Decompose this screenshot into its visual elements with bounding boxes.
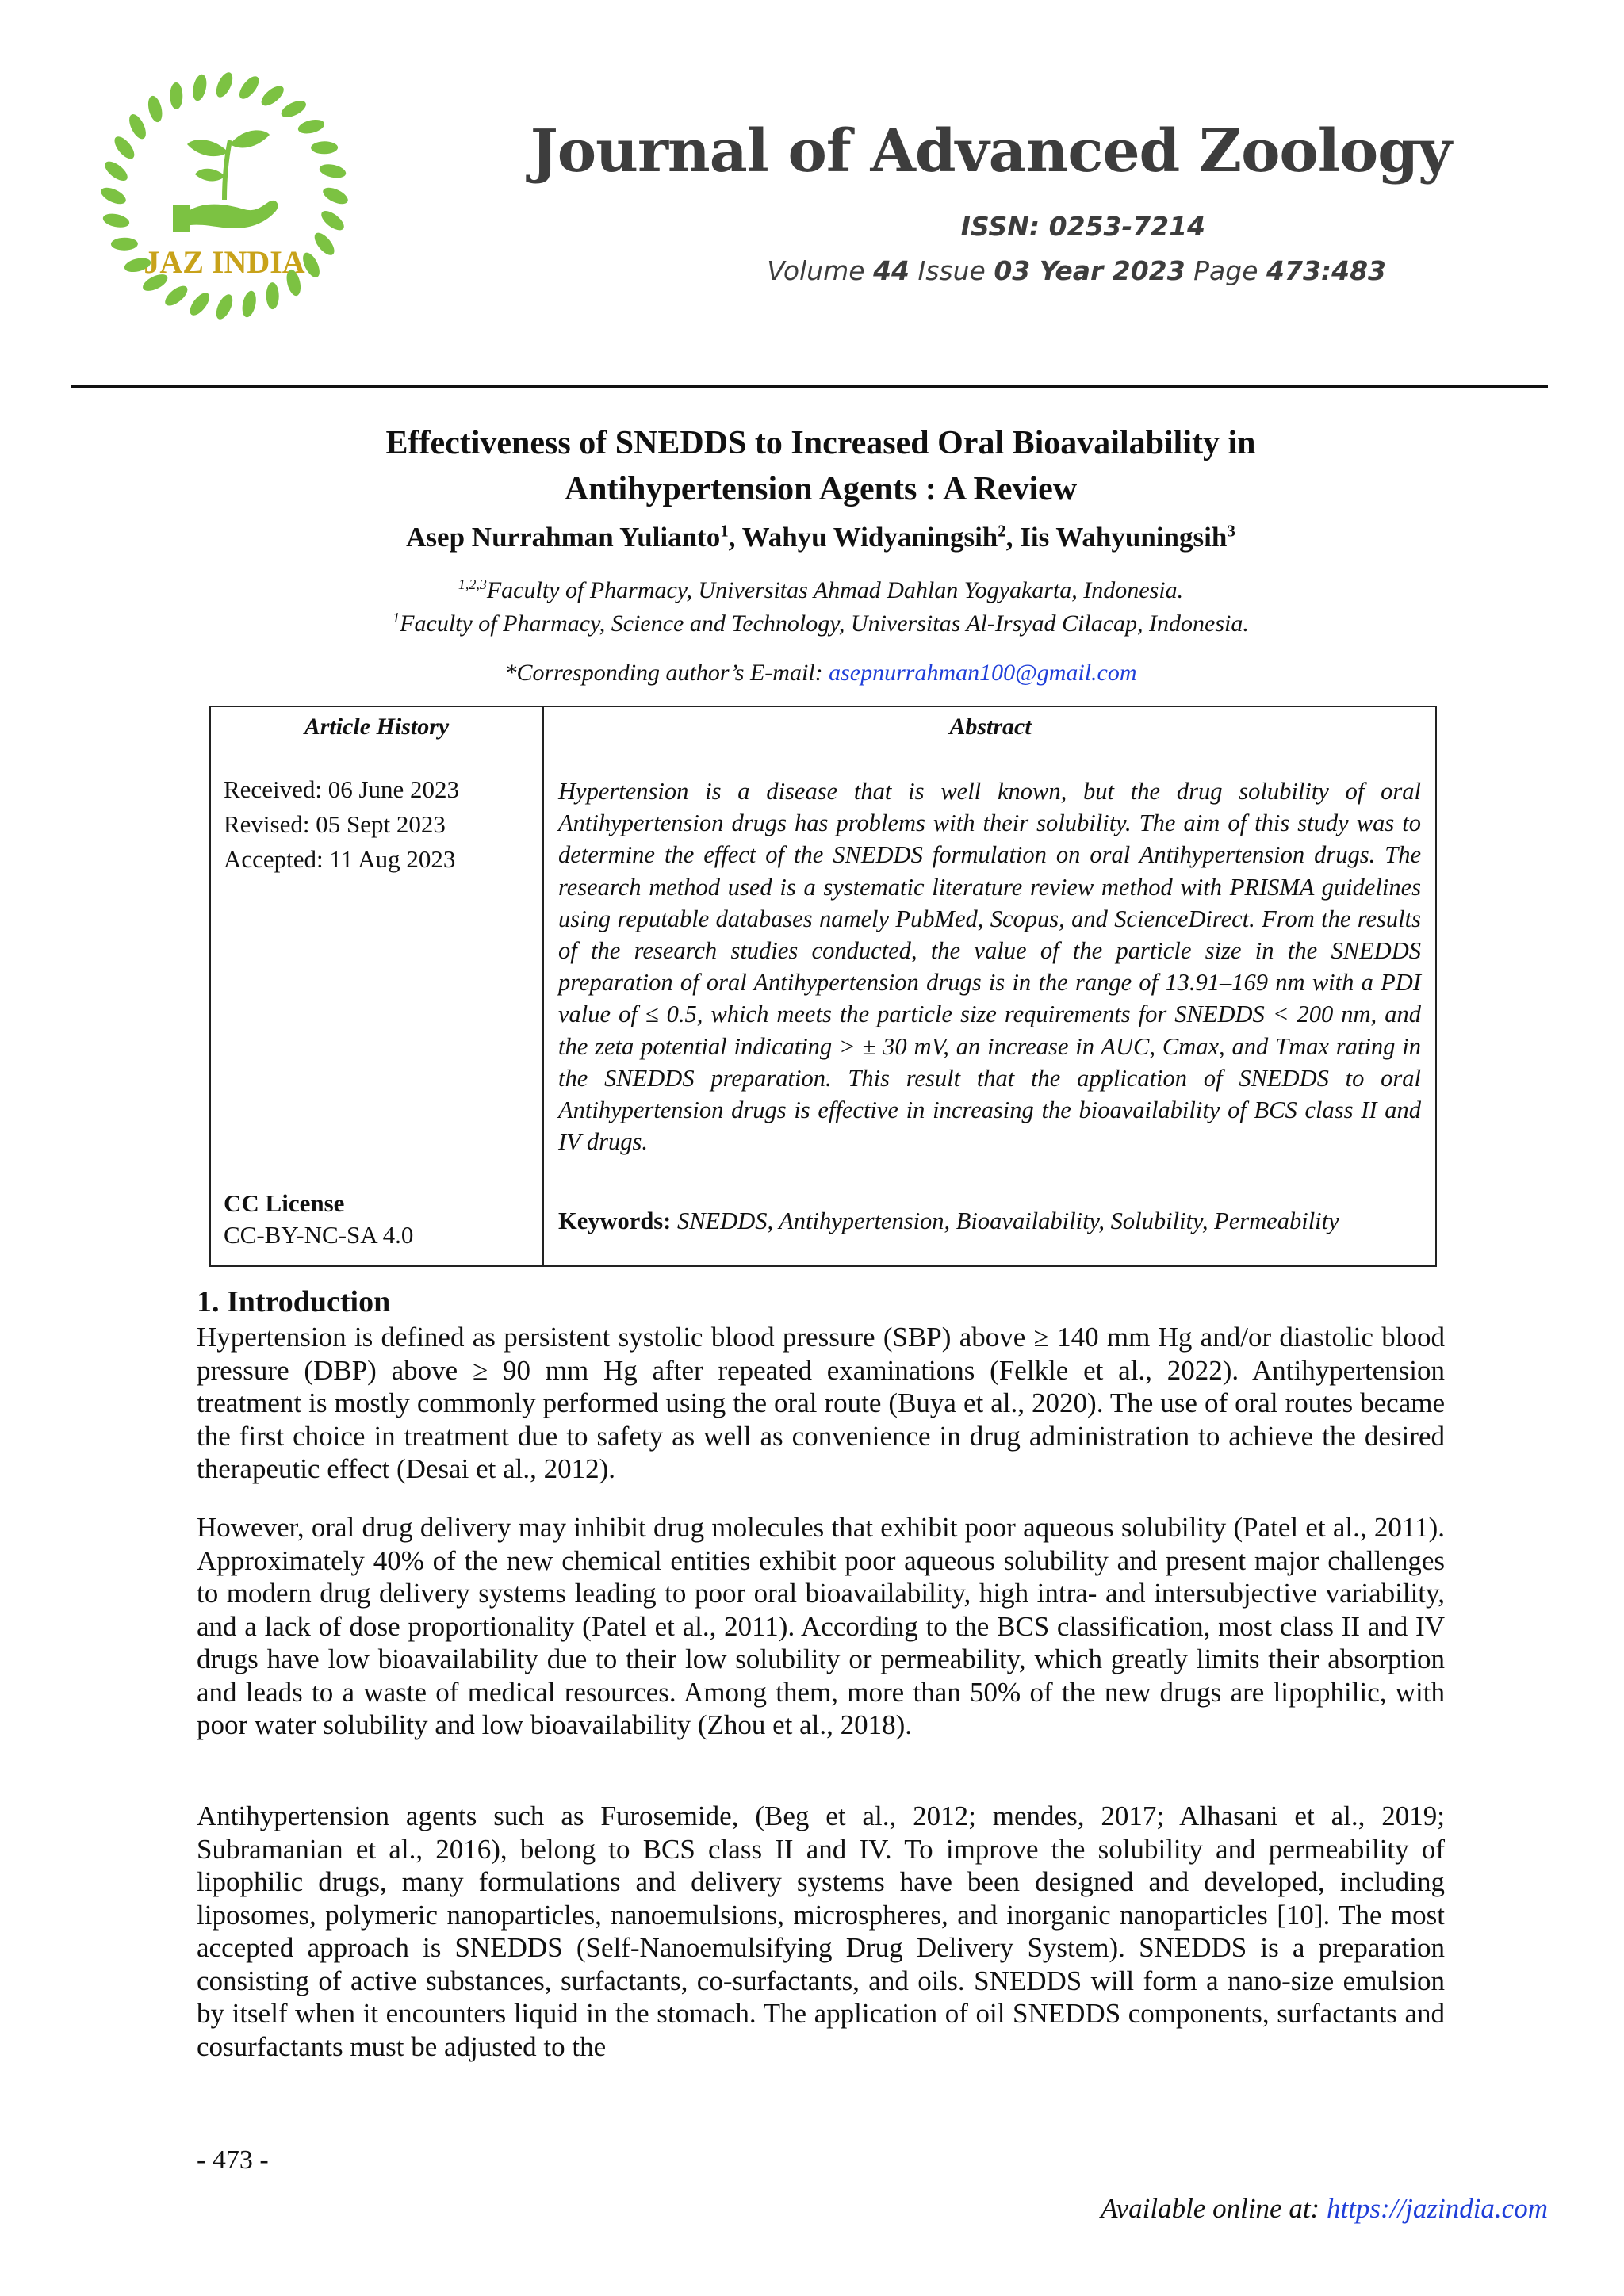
received-date: Received: 06 June 2023 xyxy=(224,775,460,803)
body-paragraph: Antihypertension agents such as Furosemide, (Beg et al., 2012; mendes, 2017; Alhasani et al., 2019; Subramanian et al., 2016), belong to BCS class II and IV. To improve the solubility and permeability of lipophilic drugs, many formulations and delivery systems have been designed and developed, including liposomes, polymeric nanoparticles, nanoemulsions, microspheres, and inorganic nanoparticles [10]. The most accepted approach is SNEDDS (Self-Nanoemulsifying Drug Delivery System). SNEDDS is a preparation consisting of active substances, surfactants, co-surfactants, and oils. SNEDDS will form a nano-size emulsion by itself when it encounters liquid in the stomach. The application of oil SNEDDS components, surfactants and cosurfactants must be adjusted to the xyxy=(197,1800,1445,2062)
wreath-leaf-icon xyxy=(266,282,278,309)
wreath-leaf-icon xyxy=(213,70,236,100)
header-divider xyxy=(71,385,1548,388)
article-history-heading: Article History xyxy=(304,714,450,740)
wreath-leaf-icon xyxy=(258,82,286,109)
page-range: 473:483 xyxy=(1266,255,1386,286)
corresponding-author xyxy=(159,660,1483,687)
author-name: Wahyu Widyaningsih xyxy=(741,522,998,553)
wreath-leaf-icon xyxy=(213,292,236,322)
author-separator: , xyxy=(728,522,742,553)
wreath-leaf-icon xyxy=(170,82,182,109)
keywords-list: SNEDDS, Antihypertension, Bioavailability, Solubility, Permeability xyxy=(676,1207,1339,1234)
wreath-leaf-icon xyxy=(162,282,190,309)
wreath-leaf-icon xyxy=(98,185,128,208)
author-sup: 2 xyxy=(998,521,1006,541)
author-name: Iis Wahyuningsih xyxy=(1020,522,1228,553)
wreath-leaf-icon xyxy=(240,289,259,319)
author-sup: 3 xyxy=(1227,521,1235,541)
body-paragraph: Hypertension is defined as persistent systolic blood pressure (SBP) above ≥ 140 mm Hg and/or diastolic blood pressure (DBP) above ≥ 90 mm Hg after repeated examinations (Felkle et al., 2022). Antihypertension treatment is mostly commonly performed using the oral route (Buya et al., 2020). The use of oral routes became the first choice in treatment due to safety as well as convenience in drug administration to achieve the desired therapeutic effect (Desai et al., 2012). xyxy=(197,1322,1445,1484)
revised-date: Revised: 05 Sept 2023 xyxy=(224,810,446,838)
volume-label: Volume xyxy=(767,255,865,286)
keywords-label: Keywords: xyxy=(558,1207,672,1234)
title-line-1: Effectiveness of SNEDDS to Increased Oral Bioavailability in xyxy=(385,425,1256,461)
issue-label: Issue xyxy=(917,255,986,286)
keywords xyxy=(558,1207,1421,1235)
volume-number: 44 xyxy=(873,255,910,286)
affiliation-1 xyxy=(159,577,1483,604)
journal-title: Journal of Advanced Zoology xyxy=(530,117,1451,186)
jaz-india-logo xyxy=(94,65,355,327)
affiliation-text: Faculty of Pharmacy, Science and Technology, Universitas Al-Irsyad Cilacap, Indonesia. xyxy=(400,610,1249,637)
abstract-text: Hypertension is a disease that is well known, but the drug solubility of oral Antihypertension drugs has problems with their solubility. The aim of this study was to determine the effect of the SNEDDS formulation on oral Antihypertension drugs. The research method used is a systematic literature review method with PRISMA guidelines using reputable databases namely PubMed, Scopus, and ScienceDirect. From the results of the research studies conducted, the value of the particle size in the SNEDDS preparation of oral Antihypertension drugs is in the range of 13.91–169 nm with a PDI value of ≤ 0.5, which meets the particle size requirements for SNEDDS < 200 nm, and the zeta potential indicating > ± 30 mV, an increase in AUC, Cmax, and Tmax rating in the SNEDDS preparation. This result that the application of SNEDDS to oral Antihypertension drugs is effective in increasing the bioavailability of BCS class II and IV drugs. xyxy=(558,778,1421,1156)
corresponding-label: *Corresponding author’s E-mail: xyxy=(504,660,829,686)
abstract-heading: Abstract xyxy=(949,714,1032,740)
logo-text: JAZ INDIA xyxy=(144,244,305,280)
cc-license-value: CC-BY-NC-SA 4.0 xyxy=(224,1221,414,1249)
title-line-2: Antihypertension Agents : A Review xyxy=(564,471,1078,507)
issue-year: 03 Year 2023 xyxy=(994,255,1185,286)
column-divider xyxy=(542,707,544,1265)
page-label: Page xyxy=(1193,255,1258,286)
affiliation-text: Faculty of Pharmacy, Universitas Ahmad Dahlan Yogyakarta, Indonesia. xyxy=(486,577,1184,603)
page-number: - 473 - xyxy=(197,2145,269,2175)
affiliation-sup: 1,2,3 xyxy=(458,576,487,592)
paper-title xyxy=(159,420,1483,512)
wreath-leaf-icon xyxy=(186,289,213,319)
accepted-date: Accepted: 11 Aug 2023 xyxy=(224,845,456,873)
affiliation-sup: 1 xyxy=(393,610,400,626)
body-paragraph: However, oral drug delivery may inhibit drug molecules that exhibit poor aqueous solubility (Patel et al., 2011). Approximately 40% of the new chemical entities exhibit poor aqueous solubility and present major challenges to modern drug delivery systems leading to poor oral bioavailability, high intra- and intersubjective variability, and a lack of dose proportionality (Patel et al., 2011). According to the BCS classification, most class II and IV drugs have low bioavailability due to their low solubility or permeability, which greatly limits their absorption and leads to a waste of medical resources. Among them, more than 50% of the new drugs are lipophilic, with poor water solubility and low bioavailability (Zhou et al., 2018). xyxy=(197,1512,1445,1740)
cc-license-label: CC License xyxy=(224,1189,345,1217)
author-sup: 1 xyxy=(720,521,729,541)
article-info-box xyxy=(209,706,1437,1267)
author-email-link[interactable]: asepnurrahman100@gmail.com xyxy=(829,660,1137,686)
section-heading-introduction: 1. Introduction xyxy=(197,1285,391,1318)
volume-issue-line xyxy=(0,255,1386,286)
wreath-leaf-icon xyxy=(236,73,262,102)
author-separator: , xyxy=(1005,522,1021,553)
author-name: Asep Nurrahman Yulianto xyxy=(406,522,721,553)
issn: ISSN: 0253-7214 xyxy=(960,211,1205,242)
available-online xyxy=(1101,2193,1548,2225)
wreath-leaf-icon xyxy=(320,185,350,208)
affiliation-2 xyxy=(159,610,1483,637)
available-online-label: Available online at: xyxy=(1101,2193,1327,2224)
wreath-leaf-icon xyxy=(190,73,209,102)
author-list xyxy=(159,522,1483,553)
journal-url-link[interactable]: https://jazindia.com xyxy=(1326,2193,1548,2224)
